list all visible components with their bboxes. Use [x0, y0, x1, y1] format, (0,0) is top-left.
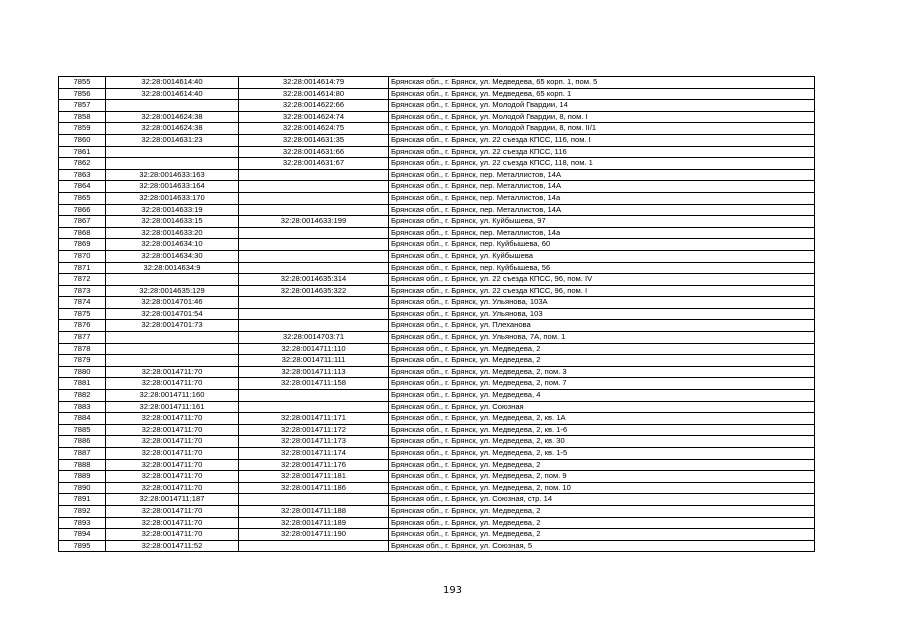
table-row: [59, 448, 815, 460]
cadastral-number-cell: 32:28:0014631:66: [239, 146, 389, 158]
address-cell: Брянская обл., г. Брянск, ул. Медведева, 2: [389, 517, 815, 529]
table-row: [59, 262, 815, 274]
address-cell: Брянская обл., г. Брянск, ул. Медведева, 2, пом. 10: [389, 482, 815, 494]
table-row: [59, 146, 815, 158]
cadastral-number-cell: 32:28:0014711:70: [106, 424, 239, 436]
address-cell: Брянская обл., г. Брянск, ул. Медведева, 2, пом. 9: [389, 471, 815, 483]
row-number-cell: 7880: [59, 366, 106, 378]
address-cell: Брянская обл., г. Брянск, ул. 22 съезда КПСС, 96, пом. I: [389, 285, 815, 297]
cadastral-number-cell: 32:28:0014711:189: [239, 517, 389, 529]
cadastral-number-cell: [239, 204, 389, 216]
table-row: [59, 366, 815, 378]
cadastral-number-cell: 32:28:0014711:70: [106, 459, 239, 471]
cadastral-number-cell: 32:28:0014711:111: [239, 355, 389, 367]
cadastral-number-cell: 32:28:0014624:38: [106, 123, 239, 135]
table-row: [59, 216, 815, 228]
cadastral-number-cell: 32:28:0014711:70: [106, 448, 239, 460]
row-number-cell: 7894: [59, 529, 106, 541]
cadastral-number-cell: 32:28:0014711:70: [106, 366, 239, 378]
address-cell: Брянская обл., г. Брянск, ул. Медведева, 2: [389, 343, 815, 355]
cadastral-number-cell: 32:28:0014634:30: [106, 250, 239, 262]
table-row: [59, 378, 815, 390]
row-number-cell: 7889: [59, 471, 106, 483]
cadastral-number-cell: [239, 390, 389, 402]
address-cell: Брянская обл., г. Брянск, ул. Медведева, 65 корп. 1: [389, 88, 815, 100]
cadastral-number-cell: [106, 274, 239, 286]
cadastral-number-cell: [239, 181, 389, 193]
cadastral-number-cell: 32:28:0014624:38: [106, 111, 239, 123]
cadastral-number-cell: [239, 169, 389, 181]
address-cell: Брянская обл., г. Брянск, ул. Союзная, стр. 14: [389, 494, 815, 506]
row-number-cell: 7884: [59, 413, 106, 425]
cadastral-number-cell: 32:28:0014633:164: [106, 181, 239, 193]
cadastral-number-cell: 32:28:0014633:15: [106, 216, 239, 228]
cadastral-number-cell: 32:28:0014711:173: [239, 436, 389, 448]
cadastral-number-cell: 32:28:0014635:322: [239, 285, 389, 297]
address-cell: Брянская обл., г. Брянск, пер. Металлистов, 14А: [389, 169, 815, 181]
cadastral-number-cell: 32:28:0014711:161: [106, 401, 239, 413]
table-row: [59, 343, 815, 355]
cadastral-number-cell: 32:28:0014711:172: [239, 424, 389, 436]
table-row: [59, 239, 815, 251]
row-number-cell: 7859: [59, 123, 106, 135]
row-number-cell: 7888: [59, 459, 106, 471]
cadastral-number-cell: [106, 343, 239, 355]
cadastral-number-cell: 32:28:0014624:75: [239, 123, 389, 135]
address-cell: Брянская обл., г. Брянск, ул. 22 съезда КПСС, 116: [389, 146, 815, 158]
cadastral-number-cell: 32:28:0014631:35: [239, 134, 389, 146]
address-cell: Брянская обл., г. Брянск, пер. Металлистов, 14А: [389, 181, 815, 193]
table-row: [59, 134, 815, 146]
cadastral-number-cell: 32:28:0014711:160: [106, 390, 239, 402]
cadastral-number-cell: [239, 494, 389, 506]
address-cell: Брянская обл., г. Брянск, ул. Куйбышева: [389, 250, 815, 262]
table-row: [59, 204, 815, 216]
address-cell: Брянская обл., г. Брянск, ул. 22 съезда КПСС, 116, пом. I: [389, 134, 815, 146]
table-row: [59, 158, 815, 170]
cadastral-number-cell: 32:28:0014711:70: [106, 482, 239, 494]
row-number-cell: 7885: [59, 424, 106, 436]
row-number-cell: 7872: [59, 274, 106, 286]
cadastral-number-cell: 32:28:0014701:46: [106, 297, 239, 309]
cadastral-number-cell: [239, 192, 389, 204]
address-cell: Брянская обл., г. Брянск, ул. Медведева, 2, пом. 7: [389, 378, 815, 390]
cadastral-number-cell: 32:28:0014711:70: [106, 413, 239, 425]
table-row: [59, 192, 815, 204]
row-number-cell: 7881: [59, 378, 106, 390]
row-number-cell: 7866: [59, 204, 106, 216]
cadastral-number-cell: 32:28:0014633:170: [106, 192, 239, 204]
cadastral-number-cell: 32:28:0014711:171: [239, 413, 389, 425]
row-number-cell: 7890: [59, 482, 106, 494]
cadastral-number-cell: 32:28:0014711:70: [106, 505, 239, 517]
row-number-cell: 7861: [59, 146, 106, 158]
cadastral-number-cell: [239, 401, 389, 413]
address-cell: Брянская обл., г. Брянск, ул. Медведева, 2: [389, 459, 815, 471]
row-number-cell: 7883: [59, 401, 106, 413]
cadastral-number-cell: 32:28:0014711:70: [106, 378, 239, 390]
row-number-cell: 7886: [59, 436, 106, 448]
cadastral-number-cell: 32:28:0014634:10: [106, 239, 239, 251]
address-cell: Брянская обл., г. Брянск, ул. Куйбышева, 97: [389, 216, 815, 228]
table-row: [59, 181, 815, 193]
cadastral-number-cell: 32:28:0014633:19: [106, 204, 239, 216]
cadastral-number-cell: [106, 146, 239, 158]
cadastral-number-cell: [239, 297, 389, 309]
address-cell: Брянская обл., г. Брянск, ул. Медведева, 2, кв. 30: [389, 436, 815, 448]
table-row: [59, 332, 815, 344]
row-number-cell: 7887: [59, 448, 106, 460]
table-row: [59, 517, 815, 529]
table-row: [59, 111, 815, 123]
address-cell: Брянская обл., г. Брянск, ул. Ульянова, 7А, пом. 1: [389, 332, 815, 344]
row-number-cell: 7862: [59, 158, 106, 170]
address-cell: Брянская обл., г. Брянск, пер. Металлистов, 14а: [389, 227, 815, 239]
row-number-cell: 7882: [59, 390, 106, 402]
cadastral-number-cell: [106, 100, 239, 112]
table-row: [59, 471, 815, 483]
address-cell: Брянская обл., г. Брянск, пер. Металлистов, 14А: [389, 204, 815, 216]
cadastral-number-cell: 32:28:0014631:23: [106, 134, 239, 146]
cadastral-number-cell: [239, 540, 389, 552]
address-cell: Брянская обл., г. Брянск, пер. Металлистов, 14а: [389, 192, 815, 204]
cadastral-number-cell: 32:28:0014701:54: [106, 308, 239, 320]
cadastral-number-cell: [106, 158, 239, 170]
cadastral-number-cell: 32:28:0014614:40: [106, 88, 239, 100]
address-cell: Брянская обл., г. Брянск, ул. Молодой Гвардии, 8, пом. II/1: [389, 123, 815, 135]
row-number-cell: 7857: [59, 100, 106, 112]
address-cell: Брянская обл., г. Брянск, ул. Ульянова, 103А: [389, 297, 815, 309]
cadastral-number-cell: 32:28:0014711:158: [239, 378, 389, 390]
address-cell: Брянская обл., г. Брянск, ул. Медведева, 4: [389, 390, 815, 402]
table-row: [59, 505, 815, 517]
cadastral-number-cell: 32:28:0014711:52: [106, 540, 239, 552]
address-cell: Брянская обл., г. Брянск, ул. Медведева, 2, кв. 1-5: [389, 448, 815, 460]
cadastral-number-cell: 32:28:0014635:129: [106, 285, 239, 297]
cadastral-number-cell: [106, 332, 239, 344]
row-number-cell: 7858: [59, 111, 106, 123]
table-row: [59, 424, 815, 436]
row-number-cell: 7875: [59, 308, 106, 320]
cadastral-number-cell: [239, 262, 389, 274]
address-cell: Брянская обл., г. Брянск, пер. Куйбышева, 60: [389, 239, 815, 251]
address-cell: Брянская обл., г. Брянск, ул. Союзная, 5: [389, 540, 815, 552]
address-cell: Брянская обл., г. Брянск, ул. Молодой Гвардии, 8, пом. I: [389, 111, 815, 123]
registry-table-body: [59, 77, 815, 552]
cadastral-number-cell: 32:28:0014711:113: [239, 366, 389, 378]
table-row: [59, 100, 815, 112]
cadastral-number-cell: 32:28:0014622:66: [239, 100, 389, 112]
table-row: [59, 482, 815, 494]
cadastral-number-cell: 32:28:0014701:73: [106, 320, 239, 332]
table-row: [59, 297, 815, 309]
address-cell: Брянская обл., г. Брянск, ул. Плеханова: [389, 320, 815, 332]
row-number-cell: 7895: [59, 540, 106, 552]
address-cell: Брянская обл., г. Брянск, ул. 22 съезда КПСС, 96, пом. IV: [389, 274, 815, 286]
table-row: [59, 355, 815, 367]
row-number-cell: 7878: [59, 343, 106, 355]
cadastral-number-cell: [239, 308, 389, 320]
table-row: [59, 274, 815, 286]
cadastral-number-cell: 32:28:0014614:79: [239, 77, 389, 89]
table-row: [59, 123, 815, 135]
address-cell: Брянская обл., г. Брянск, ул. Ульянова, 103: [389, 308, 815, 320]
cadastral-number-cell: 32:28:0014711:110: [239, 343, 389, 355]
table-row: [59, 413, 815, 425]
cadastral-number-cell: 32:28:0014711:70: [106, 529, 239, 541]
cadastral-number-cell: 32:28:0014711:190: [239, 529, 389, 541]
cadastral-number-cell: 32:28:0014631:67: [239, 158, 389, 170]
address-cell: Брянская обл., г. Брянск, ул. Медведева, 2, кв. 1-6: [389, 424, 815, 436]
registry-table: [58, 76, 815, 552]
table-row: [59, 494, 815, 506]
table-row: [59, 308, 815, 320]
cadastral-number-cell: [239, 250, 389, 262]
row-number-cell: 7871: [59, 262, 106, 274]
cadastral-number-cell: 32:28:0014633:163: [106, 169, 239, 181]
table-row: [59, 529, 815, 541]
address-cell: Брянская обл., г. Брянск, ул. Медведева, 2, кв. 1А: [389, 413, 815, 425]
table-row: [59, 227, 815, 239]
address-cell: Брянская обл., г. Брянск, ул. Медведева, 2: [389, 529, 815, 541]
page-number: 193: [442, 585, 463, 596]
row-number-cell: 7863: [59, 169, 106, 181]
row-number-cell: 7891: [59, 494, 106, 506]
address-cell: Брянская обл., г. Брянск, ул. Союзная: [389, 401, 815, 413]
table-row: [59, 436, 815, 448]
address-cell: Брянская обл., г. Брянск, ул. 22 съезда КПСС, 118, пом. 1: [389, 158, 815, 170]
cadastral-number-cell: 32:28:0014711:70: [106, 517, 239, 529]
cadastral-number-cell: 32:28:0014633:199: [239, 216, 389, 228]
table-row: [59, 88, 815, 100]
cadastral-number-cell: [106, 355, 239, 367]
row-number-cell: 7870: [59, 250, 106, 262]
cadastral-number-cell: 32:28:0014711:70: [106, 436, 239, 448]
cadastral-number-cell: 32:28:0014614:40: [106, 77, 239, 89]
cadastral-number-cell: [239, 227, 389, 239]
table-row: [59, 77, 815, 89]
cadastral-number-cell: 32:28:0014711:174: [239, 448, 389, 460]
row-number-cell: 7873: [59, 285, 106, 297]
table-row: [59, 285, 815, 297]
cadastral-number-cell: 32:28:0014711:188: [239, 505, 389, 517]
table-row: [59, 250, 815, 262]
row-number-cell: 7855: [59, 77, 106, 89]
address-cell: Брянская обл., г. Брянск, ул. Медведева, 65 корп. 1, пом. 5: [389, 77, 815, 89]
row-number-cell: 7856: [59, 88, 106, 100]
cadastral-number-cell: 32:28:0014711:187: [106, 494, 239, 506]
table-row: [59, 169, 815, 181]
row-number-cell: 7868: [59, 227, 106, 239]
cadastral-number-cell: 32:28:0014635:314: [239, 274, 389, 286]
row-number-cell: 7893: [59, 517, 106, 529]
cadastral-number-cell: 32:28:0014614:80: [239, 88, 389, 100]
row-number-cell: 7892: [59, 505, 106, 517]
row-number-cell: 7864: [59, 181, 106, 193]
row-number-cell: 7874: [59, 297, 106, 309]
row-number-cell: 7860: [59, 134, 106, 146]
cadastral-number-cell: [239, 320, 389, 332]
table-row: [59, 459, 815, 471]
cadastral-number-cell: 32:28:0014633:20: [106, 227, 239, 239]
table-row: [59, 390, 815, 402]
row-number-cell: 7869: [59, 239, 106, 251]
row-number-cell: 7865: [59, 192, 106, 204]
cadastral-number-cell: 32:28:0014711:186: [239, 482, 389, 494]
row-number-cell: 7876: [59, 320, 106, 332]
cadastral-number-cell: 32:28:0014711:70: [106, 471, 239, 483]
table-row: [59, 401, 815, 413]
row-number-cell: 7879: [59, 355, 106, 367]
cadastral-number-cell: 32:28:0014711:176: [239, 459, 389, 471]
cadastral-number-cell: 32:28:0014634:9: [106, 262, 239, 274]
row-number-cell: 7877: [59, 332, 106, 344]
address-cell: Брянская обл., г. Брянск, ул. Медведева, 2: [389, 355, 815, 367]
cadastral-number-cell: 32:28:0014624:74: [239, 111, 389, 123]
table-row: [59, 540, 815, 552]
row-number-cell: 7867: [59, 216, 106, 228]
address-cell: Брянская обл., г. Брянск, ул. Молодой Гвардии, 14: [389, 100, 815, 112]
address-cell: Брянская обл., г. Брянск, ул. Медведева, 2, пом. 3: [389, 366, 815, 378]
cadastral-number-cell: 32:28:0014703:71: [239, 332, 389, 344]
address-cell: Брянская обл., г. Брянск, ул. Медведева, 2: [389, 505, 815, 517]
cadastral-number-cell: [239, 239, 389, 251]
table-row: [59, 320, 815, 332]
cadastral-number-cell: 32:28:0014711:181: [239, 471, 389, 483]
address-cell: Брянская обл., г. Брянск, пер. Куйбышева, 56: [389, 262, 815, 274]
